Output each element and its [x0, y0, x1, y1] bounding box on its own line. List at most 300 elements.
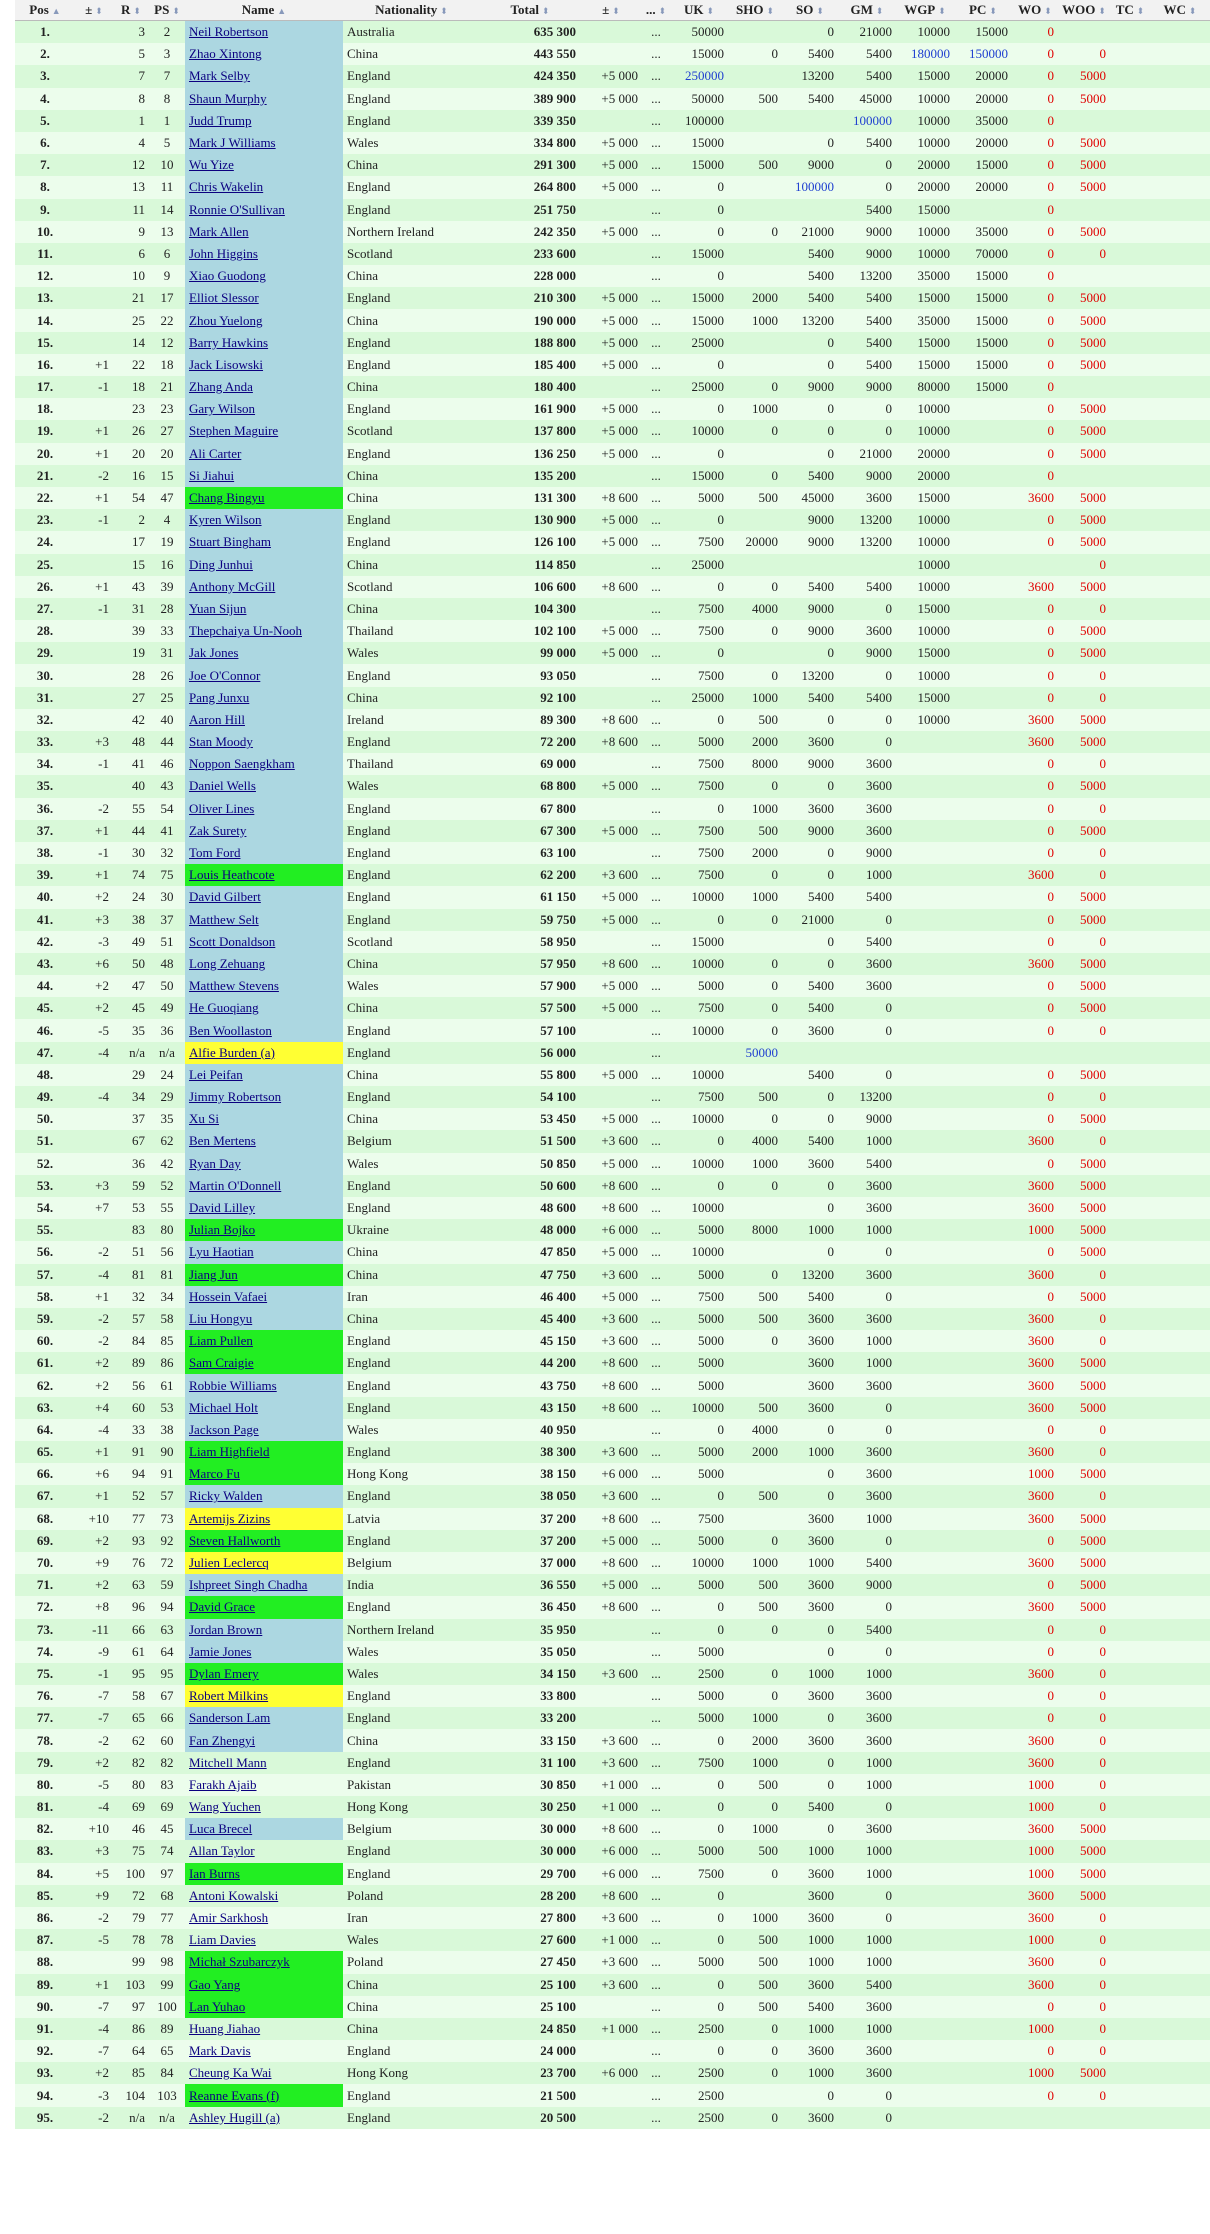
cell-name[interactable] [185, 1796, 343, 1818]
cell-name[interactable] [185, 88, 343, 110]
cell-wc [1150, 642, 1210, 664]
cell-name[interactable] [185, 332, 343, 354]
cell-name[interactable] [185, 798, 343, 820]
cell-name[interactable] [185, 1840, 343, 1862]
player-link[interactable]: Robbie Williams [189, 1377, 277, 1393]
cell-gm: 0 [838, 598, 896, 620]
cell-name[interactable] [185, 21, 343, 44]
cell-name[interactable] [185, 687, 343, 709]
cell-name[interactable] [185, 1929, 343, 1951]
cell-tc [1110, 886, 1150, 908]
cell-name[interactable] [185, 820, 343, 842]
cell-pc [954, 1951, 1012, 1973]
player-link[interactable]: Judd Trump [189, 112, 252, 128]
player-link[interactable]: Cheung Ka Wai [189, 2065, 272, 2081]
cell-name[interactable] [185, 2040, 343, 2062]
cell-name[interactable] [185, 909, 343, 931]
cell-name[interactable] [185, 1219, 343, 1241]
player-link[interactable]: Chang Bingyu [189, 490, 265, 506]
cell-wc [1150, 287, 1210, 309]
cell-r: 31 [113, 598, 149, 620]
cell-name[interactable] [185, 2084, 343, 2106]
cell-pos: 58. [15, 1286, 75, 1308]
cell-name[interactable] [185, 1485, 343, 1507]
cell-pos: 35. [15, 775, 75, 797]
cell-ps: 8 [149, 88, 185, 110]
player-link[interactable]: Xu Si [189, 1111, 219, 1127]
cell-name[interactable] [185, 1397, 343, 1419]
cell-name[interactable] [185, 1108, 343, 1130]
player-link[interactable]: Dylan Emery [189, 1665, 259, 1681]
cell-r: 18 [113, 376, 149, 398]
cell-tc [1110, 1175, 1150, 1197]
cell-name[interactable] [185, 709, 343, 731]
player-link[interactable]: Anthony McGill [189, 578, 276, 594]
cell-total: 24 000 [480, 2040, 580, 2062]
player-link[interactable]: Reanne Evans (f) [189, 2087, 280, 2103]
cell-tc [1110, 775, 1150, 797]
player-link[interactable]: Shaun Murphy [189, 90, 267, 106]
player-link[interactable]: Jack Lisowski [189, 356, 264, 372]
cell-sho: 0 [728, 1796, 782, 1818]
player-link[interactable]: Ryan Day [189, 1155, 241, 1171]
cell-name[interactable] [185, 1530, 343, 1552]
player-link[interactable]: Stephen Maguire [189, 423, 279, 439]
player-link[interactable]: Artemijs Zizins [189, 1510, 271, 1526]
player-link[interactable]: Mark Allen [189, 223, 249, 239]
player-link[interactable]: Farakh Ajaib [189, 1776, 257, 1792]
cell-uk: 0 [670, 576, 728, 598]
player-link[interactable]: Mark Selby [189, 68, 251, 84]
cell-wo: 0 [1012, 687, 1058, 709]
cell-name[interactable] [185, 354, 343, 376]
player-link[interactable]: Ashley Hugill (a) [189, 2109, 280, 2125]
cell-chg [75, 642, 113, 664]
cell-name[interactable] [185, 953, 343, 975]
player-link[interactable]: David Lilley [189, 1200, 256, 1216]
cell-name[interactable] [185, 1042, 343, 1064]
player-link[interactable]: Marco Fu [189, 1466, 240, 1482]
col-header-wo[interactable]: WO ⬍ [1012, 0, 1058, 21]
cell-name[interactable] [185, 1951, 343, 1973]
cell-sho [728, 1064, 782, 1086]
cell-name[interactable] [185, 1286, 343, 1308]
cell-name[interactable] [185, 1352, 343, 1374]
cell-name[interactable] [185, 154, 343, 176]
player-link[interactable]: Ding Junhui [189, 556, 253, 572]
cell-name[interactable] [185, 2062, 343, 2084]
cell-tchg: +8 600 [580, 1397, 642, 1419]
cell-wo: 0 [1012, 1153, 1058, 1175]
cell-name[interactable] [185, 1818, 343, 1840]
player-link[interactable]: Louis Heathcote [189, 867, 275, 883]
player-link[interactable]: Huang Jiahao [189, 2020, 261, 2036]
cell-pos: 72. [15, 1596, 75, 1618]
player-link[interactable]: Scott Donaldson [189, 933, 276, 949]
cell-uk: 7500 [670, 842, 728, 864]
cell-r: 14 [113, 332, 149, 354]
player-link[interactable]: Sanderson Lam [189, 1710, 271, 1726]
player-link[interactable]: Ishpreet Singh Chadha [189, 1577, 308, 1593]
table-row [15, 1397, 1210, 1419]
cell-so [782, 110, 838, 132]
cell-tchg [580, 243, 642, 265]
cell-gm: 5400 [838, 199, 896, 221]
cell-name[interactable] [185, 176, 343, 198]
cell-name[interactable] [185, 420, 343, 442]
cell-name[interactable] [185, 1463, 343, 1485]
col-header-total-change[interactable]: ± ⬍ [580, 0, 642, 21]
player-link[interactable]: Jackson Page [189, 1421, 259, 1437]
cell-tc [1110, 1951, 1150, 1973]
cell-wgp [896, 1641, 954, 1663]
player-link[interactable]: Tom Ford [189, 845, 241, 861]
cell-name[interactable] [185, 1197, 343, 1219]
cell-name[interactable] [185, 65, 343, 87]
cell-name[interactable] [185, 931, 343, 953]
player-link[interactable]: Steven Hallworth [189, 1532, 281, 1548]
cell-tchg [580, 43, 642, 65]
cell-name[interactable] [185, 1130, 343, 1152]
player-link[interactable]: Jimmy Robertson [189, 1089, 282, 1105]
cell-name[interactable] [185, 997, 343, 1019]
col-header-nationality[interactable]: Nationality ⬍ [343, 0, 480, 21]
player-link[interactable]: David Gilbert [189, 889, 261, 905]
player-link[interactable]: Yuan Sijun [189, 600, 247, 616]
player-link[interactable]: John Higgins [189, 245, 258, 261]
cell-name[interactable] [185, 2107, 343, 2129]
cell-name[interactable] [185, 487, 343, 509]
player-link[interactable]: Long Zehuang [189, 955, 266, 971]
player-link[interactable]: Lyu Haotian [189, 1244, 254, 1260]
cell-name[interactable] [185, 465, 343, 487]
col-header-tc[interactable]: TC ⬍ [1110, 0, 1150, 21]
cell-name[interactable] [185, 886, 343, 908]
cell-name[interactable] [185, 132, 343, 154]
player-link[interactable]: Mark Davis [189, 2043, 251, 2059]
player-link[interactable]: Zhou Yuelong [189, 312, 263, 328]
cell-name[interactable] [185, 731, 343, 753]
cell-tc [1110, 1885, 1150, 1907]
cell-so: 3600 [782, 1153, 838, 1175]
cell-name[interactable] [185, 1663, 343, 1685]
col-header-total[interactable]: Total ⬍ [480, 0, 580, 21]
player-link[interactable]: Wu Yize [189, 157, 234, 173]
player-link[interactable]: Si Jiahui [189, 467, 235, 483]
cell-name[interactable] [185, 376, 343, 398]
player-link[interactable]: Luca Brecel [189, 1821, 253, 1837]
cell-name[interactable] [185, 1752, 343, 1774]
player-link[interactable]: Jiang Jun [189, 1266, 238, 1282]
player-link[interactable]: Ali Carter [189, 445, 242, 461]
col-header-pc[interactable]: PC ⬍ [954, 0, 1012, 21]
cell-r: 67 [113, 1130, 149, 1152]
cell-tchg: +6 000 [580, 1840, 642, 1862]
cell-name[interactable] [185, 1441, 343, 1463]
col-header-dots[interactable]: ... ⬍ [642, 0, 670, 21]
cell-name[interactable] [185, 576, 343, 598]
player-link[interactable]: Jamie Jones [189, 1643, 252, 1659]
player-link[interactable]: Daniel Wells [189, 778, 256, 794]
col-header-uk[interactable]: UK ⬍ [670, 0, 728, 21]
player-link[interactable]: Michael Holt [189, 1399, 258, 1415]
player-link[interactable]: Zhao Xintong [189, 46, 262, 62]
cell-name[interactable] [185, 398, 343, 420]
cell-total: 102 100 [480, 620, 580, 642]
cell-pc [954, 864, 1012, 886]
player-link[interactable]: Antoni Kowalski [189, 1887, 279, 1903]
cell-name[interactable] [185, 1885, 343, 1907]
player-link[interactable]: Wang Yuchen [189, 1799, 261, 1815]
cell-pc: 15000 [954, 21, 1012, 44]
player-link[interactable]: Liam Davies [189, 1932, 256, 1948]
cell-name[interactable] [185, 309, 343, 331]
player-link[interactable]: Chris Wakelin [189, 179, 264, 195]
col-header-name[interactable]: Name ▲ [185, 0, 343, 21]
player-link[interactable]: Ben Woollaston [189, 1022, 272, 1038]
cell-uk: 15000 [670, 465, 728, 487]
player-link[interactable]: Gary Wilson [189, 401, 256, 417]
cell-total: 190 000 [480, 309, 580, 331]
cell-wc [1150, 1641, 1210, 1663]
player-link[interactable]: Amir Sarkhosh [189, 1910, 269, 1926]
cell-name[interactable] [185, 1086, 343, 1108]
cell-name[interactable] [185, 531, 343, 553]
cell-name[interactable] [185, 221, 343, 243]
col-header-so[interactable]: SO ⬍ [782, 0, 838, 21]
cell-wo: 0 [1012, 2084, 1058, 2106]
cell-name[interactable] [185, 864, 343, 886]
player-link[interactable]: Zak Surety [189, 822, 247, 838]
player-link[interactable]: David Grace [189, 1599, 256, 1615]
cell-total: 44 200 [480, 1352, 580, 1374]
player-link[interactable]: Alfie Burden (a) [189, 1044, 275, 1060]
col-header-pos[interactable]: Pos ▲ [15, 0, 75, 21]
col-header-change[interactable]: ± ⬍ [75, 0, 113, 21]
cell-name[interactable] [185, 842, 343, 864]
cell-chg [75, 664, 113, 686]
cell-woo: 5000 [1058, 1108, 1110, 1130]
cell-nat: Wales [343, 1419, 480, 1441]
cell-name[interactable] [185, 1508, 343, 1530]
cell-name[interactable] [185, 1419, 343, 1441]
table-row [15, 1685, 1210, 1707]
player-link[interactable]: Liam Highfield [189, 1444, 270, 1460]
cell-name[interactable] [185, 1774, 343, 1796]
cell-so: 13200 [782, 309, 838, 331]
player-link[interactable]: Martin O'Donnell [189, 1177, 282, 1193]
cell-wc [1150, 354, 1210, 376]
cell-gm: 1000 [838, 1863, 896, 1885]
player-link[interactable]: Xiao Guodong [189, 268, 266, 284]
cell-uk: 7500 [670, 598, 728, 620]
cell-ps: 91 [149, 1463, 185, 1485]
player-link[interactable]: Ricky Walden [189, 1488, 263, 1504]
cell-name[interactable] [185, 642, 343, 664]
player-link[interactable]: Mark J Williams [189, 135, 276, 151]
player-link[interactable]: Elliot Slessor [189, 290, 259, 306]
cell-nat: England [343, 864, 480, 886]
player-link[interactable]: Liam Pullen [189, 1333, 253, 1349]
cell-chg: +1 [75, 420, 113, 442]
player-link[interactable]: Oliver Lines [189, 800, 255, 816]
cell-wc [1150, 398, 1210, 420]
cell-nat: Scotland [343, 420, 480, 442]
col-header-woo[interactable]: WOO ⬍ [1058, 0, 1110, 21]
cell-name[interactable] [185, 753, 343, 775]
cell-name[interactable] [185, 199, 343, 221]
cell-wc [1150, 1552, 1210, 1574]
cell-name[interactable] [185, 1019, 343, 1041]
cell-ps: 49 [149, 997, 185, 1019]
cell-ps: 60 [149, 1729, 185, 1751]
cell-pos: 18. [15, 398, 75, 420]
cell-name[interactable] [185, 1264, 343, 1286]
cell-name[interactable] [185, 1707, 343, 1729]
cell-gm: 1000 [838, 1508, 896, 1530]
cell-name[interactable] [185, 1641, 343, 1663]
cell-name[interactable] [185, 775, 343, 797]
player-link[interactable]: Liu Hongyu [189, 1310, 253, 1326]
cell-name[interactable] [185, 1729, 343, 1751]
cell-wc [1150, 1175, 1210, 1197]
cell-name[interactable] [185, 1064, 343, 1086]
col-header-gm[interactable]: GM ⬍ [838, 0, 896, 21]
cell-name[interactable] [185, 287, 343, 309]
player-link[interactable]: Stan Moody [189, 734, 253, 750]
cell-tc [1110, 1707, 1150, 1729]
cell-tchg: +5 000 [580, 1286, 642, 1308]
cell-name[interactable] [185, 1996, 343, 2018]
cell-tc [1110, 1130, 1150, 1152]
cell-name[interactable] [185, 598, 343, 620]
player-link[interactable]: Allan Taylor [189, 1843, 255, 1859]
player-link[interactable]: Matthew Stevens [189, 978, 279, 994]
cell-name[interactable] [185, 1863, 343, 1885]
cell-pos: 49. [15, 1086, 75, 1108]
cell-name[interactable] [185, 664, 343, 686]
cell-name[interactable] [185, 243, 343, 265]
cell-name[interactable] [185, 1552, 343, 1574]
cell-name[interactable] [185, 1974, 343, 1996]
cell-name[interactable] [185, 620, 343, 642]
cell-pos: 80. [15, 1774, 75, 1796]
cell-name[interactable] [185, 1685, 343, 1707]
cell-sho: 0 [728, 1175, 782, 1197]
player-link[interactable]: Thepchaiya Un-Nooh [189, 623, 302, 639]
cell-name[interactable] [185, 1596, 343, 1618]
cell-name[interactable] [185, 443, 343, 465]
cell-wc [1150, 509, 1210, 531]
player-link[interactable]: Matthew Selt [189, 911, 259, 927]
cell-name[interactable] [185, 1574, 343, 1596]
cell-name[interactable] [185, 1330, 343, 1352]
player-link[interactable]: Neil Robertson [189, 24, 269, 40]
col-header-r[interactable]: R ⬍ [113, 0, 149, 21]
cell-sho: 1000 [728, 309, 782, 331]
player-link[interactable]: Pang Junxu [189, 689, 250, 705]
cell-sho: 50000 [728, 1042, 782, 1064]
cell-r: 58 [113, 1685, 149, 1707]
cell-name[interactable] [185, 975, 343, 997]
player-link[interactable]: Aaron Hill [189, 711, 245, 727]
col-header-wc[interactable]: WC ⬍ [1150, 0, 1210, 21]
cell-pc [954, 1729, 1012, 1751]
cell-name[interactable] [185, 509, 343, 531]
cell-ps: 57 [149, 1485, 185, 1507]
player-link[interactable]: Jordan Brown [189, 1621, 263, 1637]
player-link[interactable]: Zhang Anda [189, 379, 253, 395]
player-link[interactable]: He Guoqiang [189, 1000, 259, 1016]
player-link[interactable]: Julian Bojko [189, 1222, 256, 1238]
player-link[interactable]: Ben Mertens [189, 1133, 256, 1149]
player-link[interactable]: Ronnie O'Sullivan [189, 201, 285, 217]
cell-total: 136 250 [480, 443, 580, 465]
player-link[interactable]: Stuart Bingham [189, 534, 271, 550]
player-link[interactable]: Lei Peifan [189, 1066, 243, 1082]
cell-r: 47 [113, 975, 149, 997]
cell-name[interactable] [185, 110, 343, 132]
player-link[interactable]: Michał Szubarczyk [189, 1954, 290, 1970]
cell-name[interactable] [185, 1374, 343, 1396]
player-link[interactable]: Sam Craigie [189, 1355, 254, 1371]
col-header-wgp[interactable]: WGP ⬍ [896, 0, 954, 21]
col-header-ps[interactable]: PS ⬍ [149, 0, 185, 21]
cell-name[interactable] [185, 1241, 343, 1263]
cell-name[interactable] [185, 1308, 343, 1330]
player-link[interactable]: Hossein Vafaei [189, 1288, 268, 1304]
cell-name[interactable] [185, 554, 343, 576]
player-link[interactable]: Fan Zhengyi [189, 1732, 256, 1748]
cell-total: 50 600 [480, 1175, 580, 1197]
cell-name[interactable] [185, 265, 343, 287]
cell-wgp [896, 1175, 954, 1197]
cell-so: 3600 [782, 1729, 838, 1751]
cell-tc [1110, 43, 1150, 65]
cell-name[interactable] [185, 1175, 343, 1197]
cell-total: 126 100 [480, 531, 580, 553]
player-link[interactable]: Robert Milkins [189, 1688, 269, 1704]
player-link[interactable]: Ian Burns [189, 1865, 240, 1881]
player-link[interactable]: Joe O'Connor [189, 667, 261, 683]
player-link[interactable]: Barry Hawkins [189, 334, 269, 350]
player-link[interactable]: Gao Yang [189, 1976, 241, 1992]
cell-name[interactable] [185, 1153, 343, 1175]
player-link[interactable]: Jak Jones [189, 645, 239, 661]
cell-name[interactable] [185, 43, 343, 65]
cell-total: 114 850 [480, 554, 580, 576]
cell-wgp: 10000 [896, 554, 954, 576]
cell-name[interactable] [185, 1619, 343, 1641]
cell-tchg: +5 000 [580, 332, 642, 354]
player-link[interactable]: Kyren Wilson [189, 512, 262, 528]
cell-so: 0 [782, 1485, 838, 1507]
cell-so: 13200 [782, 65, 838, 87]
player-link[interactable]: Mitchell Mann [189, 1754, 267, 1770]
cell-name[interactable] [185, 2018, 343, 2040]
table-row [15, 1508, 1210, 1530]
col-header-sho[interactable]: SHO ⬍ [728, 0, 782, 21]
player-link[interactable]: Noppon Saengkham [189, 756, 295, 772]
cell-gm: 0 [838, 1286, 896, 1308]
cell-uk: 0 [670, 265, 728, 287]
cell-wo: 0 [1012, 664, 1058, 686]
cell-ps: 53 [149, 1397, 185, 1419]
cell-so: 5400 [782, 975, 838, 997]
player-link[interactable]: Julien Leclercq [189, 1555, 269, 1571]
player-link[interactable]: Lan Yuhao [189, 1998, 246, 2014]
cell-name[interactable] [185, 1907, 343, 1929]
